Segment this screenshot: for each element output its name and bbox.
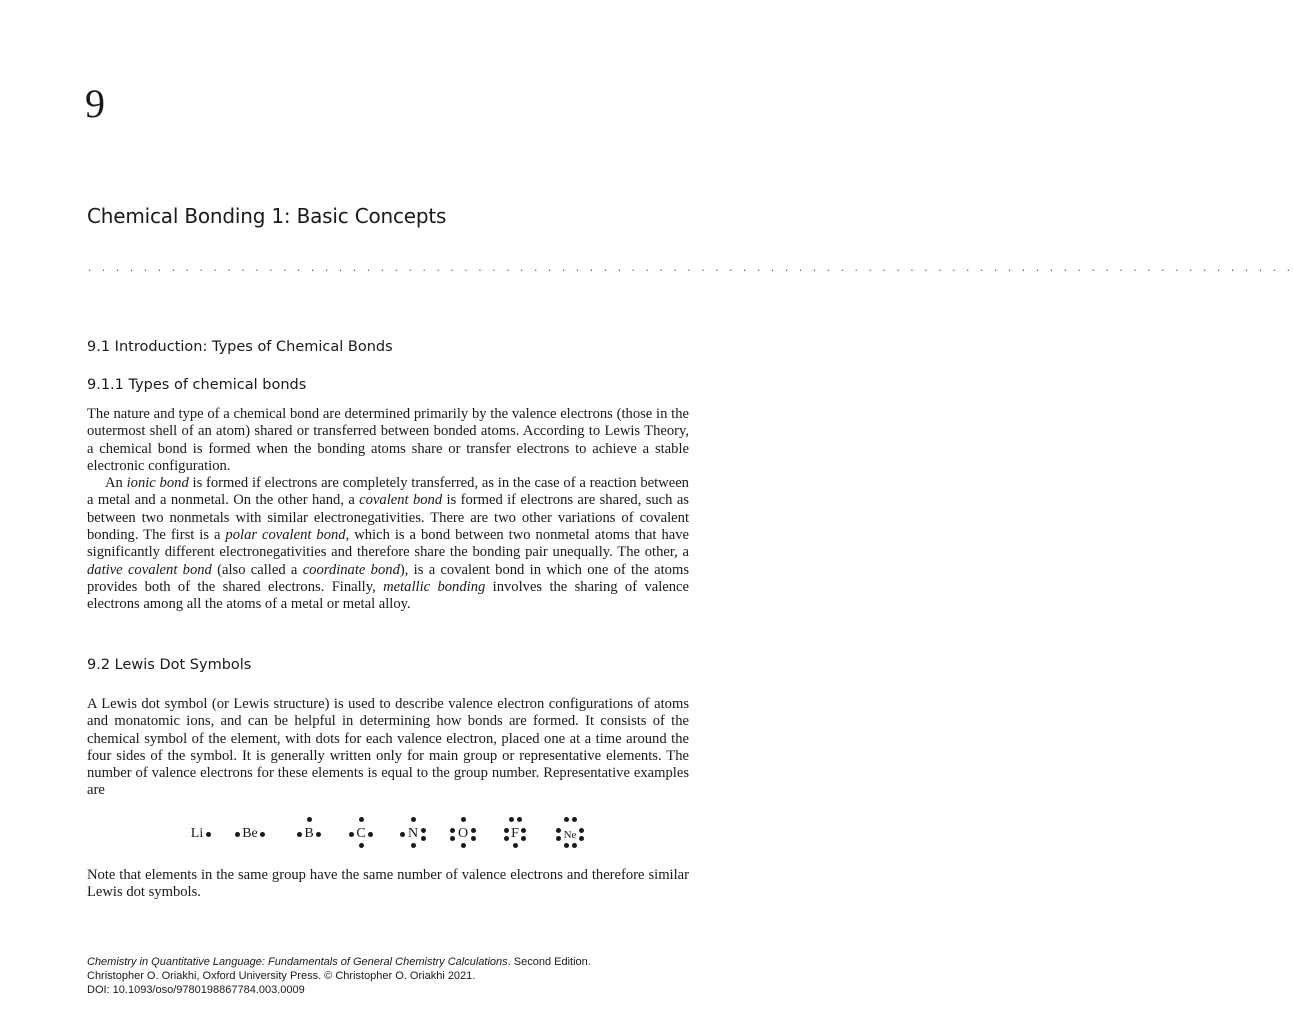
electron-dot	[411, 817, 416, 822]
lewis-symbol-o: O	[457, 826, 469, 841]
p2-text-5: (also called a	[211, 561, 303, 578]
footer-book-title: Chemistry in Quantitative Language: Fundamentals of General Chemistry Calculations	[87, 956, 508, 968]
electron-dot	[521, 836, 526, 841]
footer-line-2: Christopher O. Oriakhi, Oxford University Press. © Christopher O. Oriakhi 2021.	[87, 970, 476, 982]
electron-dot	[471, 836, 476, 841]
lewis-symbol-be: Be	[242, 826, 258, 841]
section-9-2-note	[87, 867, 689, 902]
electron-dot	[450, 828, 455, 833]
lewis-symbol-ne: Ne	[563, 829, 577, 841]
electron-dot	[359, 843, 364, 848]
term-coordinate-bond: coordinate bond	[302, 561, 400, 578]
paragraph-3: A Lewis dot symbol (or Lewis structure) is used to describe valence electron configurations of atoms and monatomic ions, and can be helpful in determining how bonds are formed. It consists of the chemical symbol of the element, with dots for each valence electron, placed one at a time around the four sides of the symbol. It is generally written only for main group or representative elements. The number of valence electrons for these elements is equal to the group number. Representative examples are	[87, 696, 689, 799]
lewis-symbol-f: F	[511, 826, 519, 841]
electron-dot	[556, 828, 561, 833]
electron-dot	[579, 828, 584, 833]
paragraph-2	[87, 475, 689, 613]
subsection-heading-9-1-1: 9.1.1 Types of chemical bonds	[87, 377, 307, 393]
p2-text-6: ), is a covalent bond in which one of the atoms provides both of the shared electrons. Finally,	[87, 561, 690, 595]
dotted-divider: . . . . . . . . . . . . . . . . . . . . . . . . . . . . . . . . . . . . . . . . . . . . . . . . . . . . . . . . . . . . . . . . . . . . . . . . . . . . . . . . . . . . . . .	[87, 264, 1293, 274]
electron-dot	[421, 828, 426, 833]
electron-dot	[513, 843, 518, 848]
electron-dot	[349, 832, 354, 837]
electron-dot	[564, 843, 569, 848]
footer-edition: . Second Edition.	[507, 956, 591, 968]
electron-dot	[556, 836, 561, 841]
electron-dot	[521, 828, 526, 833]
p2-text-1: An	[105, 475, 127, 492]
lewis-symbol-n: N	[407, 826, 419, 841]
section-9-1-text	[87, 406, 689, 614]
section-heading-9-1: 9.1 Introduction: Types of Chemical Bonds	[87, 339, 393, 355]
electron-dot	[471, 828, 476, 833]
electron-dot	[572, 817, 577, 822]
p2-text-4: , which is a bond between two nonmetal atoms that have significantly different electronegativities and therefore share the bonding pair unequally. The other, a	[87, 527, 689, 561]
paragraph-1: The nature and type of a chemical bond are determined primarily by the valence electrons (those in the outermost shell of an atom) shared or transferred between bonded atoms. According to Lewis Theory, a chemical bond is formed when the bonding atoms share or transfer electrons to achieve a stable electronic configuration.	[87, 406, 689, 474]
paragraph-4: Note that elements in the same group have the same number of valence electrons and therefore similar Lewis dot symbols.	[87, 867, 689, 901]
electron-dot	[359, 817, 364, 822]
electron-dot	[564, 817, 569, 822]
footer-doi: DOI: 10.1093/oso/9780198867784.003.0009	[87, 984, 305, 996]
term-covalent-bond: covalent bond	[359, 492, 443, 509]
p2-text-7: involves the sharing of valence electrons among all the atoms of a metal or metal alloy.	[87, 578, 689, 613]
page-footer	[87, 955, 707, 997]
term-dative-covalent-bond: dative covalent bond	[87, 561, 212, 578]
electron-dot	[297, 832, 302, 837]
electron-dot	[421, 836, 426, 841]
term-ionic-bond: ionic bond	[126, 475, 189, 492]
electron-dot	[307, 817, 312, 822]
electron-dot	[461, 817, 466, 822]
electron-dot	[504, 828, 509, 833]
chapter-number: 9	[85, 81, 105, 126]
lewis-symbol-li: Li	[190, 826, 204, 841]
electron-dot	[400, 832, 405, 837]
footer-line-1	[87, 955, 707, 969]
electron-dot	[368, 832, 373, 837]
electron-dot	[411, 843, 416, 848]
chapter-title: Chemical Bonding 1: Basic Concepts	[87, 204, 447, 228]
electron-dot	[450, 836, 455, 841]
electron-dot	[235, 832, 240, 837]
p2-text-2: is formed if electrons are completely transferred, as in the case of a reaction between a metal and a nonmetal. On the other hand, a	[87, 475, 689, 509]
lewis-dot-symbols	[0, 808, 768, 853]
electron-dot	[572, 843, 577, 848]
electron-dot	[579, 836, 584, 841]
electron-dot	[206, 832, 211, 837]
section-heading-9-2: 9.2 Lewis Dot Symbols	[87, 657, 252, 673]
section-9-2-text	[87, 696, 689, 800]
lewis-symbol-c: C	[356, 826, 366, 841]
electron-dot	[316, 832, 321, 837]
term-polar-covalent-bond: polar covalent bond	[225, 527, 346, 544]
p2-text-3: is formed if electrons are shared, such as between two nonmetals with similar electronegativities. There are two other variations of covalent bonding. The first is a	[87, 492, 689, 544]
lewis-symbol-b: B	[304, 826, 314, 841]
electron-dot	[504, 836, 509, 841]
electron-dot	[461, 843, 466, 848]
electron-dot	[260, 832, 265, 837]
electron-dot	[517, 817, 522, 822]
electron-dot	[509, 817, 514, 822]
term-metallic-bonding: metallic bonding	[383, 578, 486, 595]
